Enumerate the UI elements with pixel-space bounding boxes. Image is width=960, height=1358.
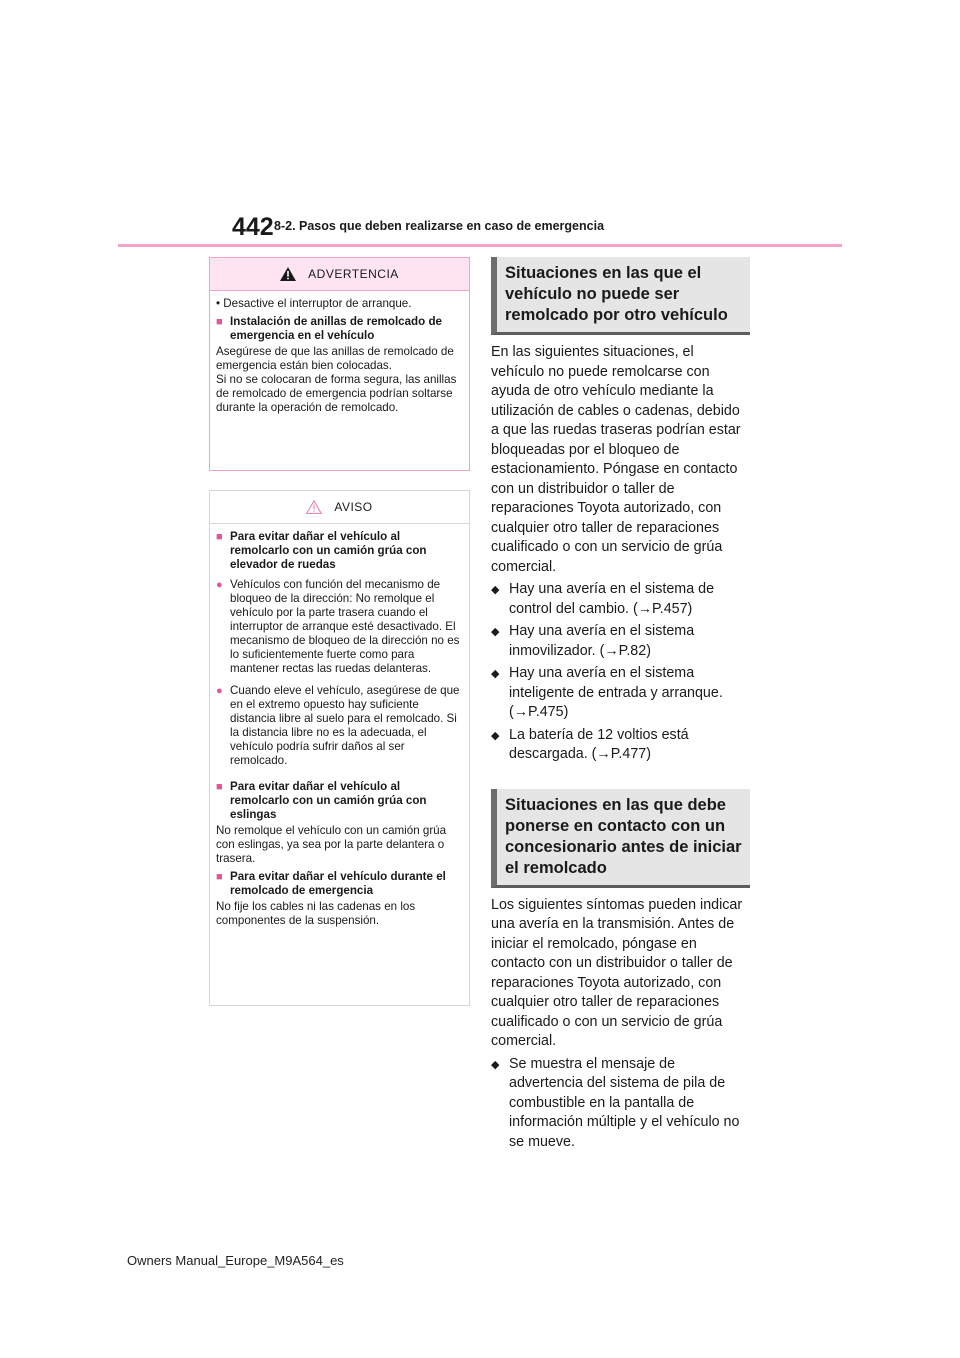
footer-text: Owners Manual_Europe_M9A564_es	[127, 1253, 344, 1268]
square-bullet-icon: ■	[216, 871, 223, 883]
right-body-2	[491, 896, 750, 1153]
warning-paragraph-2: Si no se colocaran de forma segura, las anillas de remolcado de emergencia podrían soltarse durante la operación de remolcado.	[216, 373, 457, 414]
diamond-bullet-icon: ◆	[491, 729, 500, 742]
notice-section-3-heading: ■ Para evitar dañar el vehículo durante el remolcado de emergencia	[216, 870, 446, 897]
warning-box-title: ADVERTENCIA	[308, 267, 399, 281]
notice-section-1-heading: ■ Para evitar dañar el vehículo al remolcarlo con un camión grúa con elevador de ruedas	[216, 530, 427, 571]
notice-list-item: ● Cuando eleve el vehículo, asegúrese de que en el extremo opuesto hay suficiente distancia libre al suelo para el remolcado. Si la distancia libre no es la adecuada, el vehículo podría sufrir daños al ser remolcado.	[216, 684, 460, 767]
notice-section-2-text: No remolque el vehículo con un camión grúa con eslingas, ya sea por la parte delantera o trasera.	[216, 824, 447, 865]
diamond-bullet-icon: ◆	[491, 584, 500, 596]
notice-box-header	[210, 491, 469, 524]
warning-section-heading: ■ Instalación de anillas de remolcado de emergencia en el vehículo	[216, 315, 442, 342]
diamond-bullet-icon: ◆	[491, 626, 500, 638]
right-list-item: ◆ Se muestra el mensaje de advertencia del sistema de pila de combustible en la pantalla de información múltiple y el vehículo no se mueve.	[491, 1055, 750, 1153]
warning-box	[209, 257, 470, 471]
right-body-1	[491, 343, 750, 765]
notice-box	[209, 490, 470, 1006]
square-bullet-icon: ■	[216, 316, 223, 328]
square-bullet-icon: ■	[216, 531, 223, 543]
notice-section-2-heading: ■ Para evitar dañar el vehículo al remolcarlo con un camión grúa con eslingas	[216, 780, 427, 821]
right-list-item: ◆ La batería de 12 voltios está descargada. (→P.477)	[491, 726, 750, 765]
diamond-bullet-icon: ◆	[491, 668, 500, 680]
right-list-item: ◆ Hay una avería en el sistema de control del cambio. (→P.457)	[491, 580, 750, 619]
warning-box-body	[210, 291, 469, 427]
header-rule	[118, 244, 842, 247]
right-paragraph-1: En las siguientes situaciones, el vehículo no puede remolcarse con ayuda de otro vehículo mediante la utilización de cables o cadenas, debido a que las ruedas traseras podrían estar bloqueadas por el bloqueo de estacionamiento. Póngase en contacto con un distribuidor o taller de reparaciones Toyota autorizado, con cualquier otro taller de reparaciones cualificado o con un servicio de grúa comercial.	[491, 344, 741, 575]
notice-section-3-text: No fije los cables ni las cadenas en los componentes de la suspensión.	[216, 900, 416, 927]
section-heading-towing-not-possible: Situaciones en las que el vehículo no puede ser remolcado por otro vehículo	[491, 257, 750, 335]
caution-triangle-icon	[306, 500, 322, 514]
circle-bullet-icon: ●	[216, 579, 223, 591]
section-heading-contact-dealer: Situaciones en las que debe ponerse en contacto con un concesionario antes de iniciar el remolcado	[491, 789, 750, 888]
page-number: 442	[232, 213, 274, 241]
warning-bullet: • Desactive el interruptor de arranque.	[216, 297, 412, 310]
warning-box-header	[210, 258, 469, 291]
diamond-bullet-icon: ◆	[491, 1058, 500, 1071]
right-list-item: ◆ Hay una avería en el sistema inmovilizador. (→P.82)	[491, 622, 750, 661]
right-paragraph-2: Los siguientes síntomas pueden indicar una avería en la transmisión. Antes de iniciar el remolcado, póngase en contacto con un distribuidor o taller de reparaciones Toyota autorizado, con cualquier otro taller de reparaciones cualificado o con un servicio de grúa comercial.	[491, 896, 743, 1049]
warning-triangle-icon	[280, 267, 296, 281]
notice-list-item: ● Vehículos con función del mecanismo de bloqueo de la dirección: No remolque el vehículo por la parte trasera cuando el interruptor de arranque esté desactivado. El mecanismo de bloqueo de la dirección no es lo suficientemente fuerte como para mantener rectas las ruedas delanteras.	[216, 578, 460, 675]
right-list-item: ◆ Hay una avería en el sistema inteligente de entrada y arranque. (→P.475)	[491, 664, 750, 723]
circle-bullet-icon: ●	[216, 685, 223, 697]
right-column	[491, 257, 750, 1152]
square-bullet-icon: ■	[216, 781, 223, 793]
notice-box-body	[210, 524, 469, 936]
notice-box-title: AVISO	[334, 500, 373, 514]
section-title: 8-2. Pasos que deben realizarse en caso de emergencia	[274, 219, 605, 233]
warning-paragraph-1: Asegúrese de que las anillas de remolcado de emergencia están bien colocadas.	[216, 345, 454, 372]
